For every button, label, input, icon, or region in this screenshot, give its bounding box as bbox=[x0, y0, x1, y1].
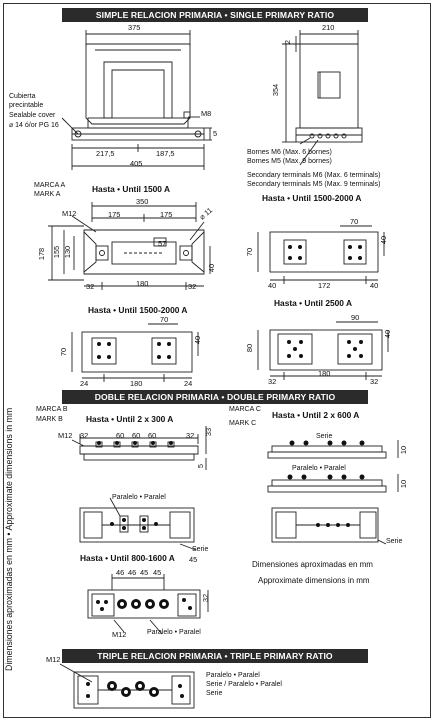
u1520r-b40b: 40 bbox=[370, 281, 379, 290]
triple-legend-3: Serie bbox=[206, 690, 223, 697]
u8016-bolt: M12 bbox=[112, 630, 127, 639]
u2x300-h33: 33 bbox=[204, 427, 214, 437]
u8016-parallel: Paralelo • Paralel bbox=[147, 629, 201, 636]
u1520r-h70: 70 bbox=[245, 247, 255, 257]
u1500-right: 175 bbox=[160, 210, 173, 219]
header-until-2x600: Hasta • Until 2 x 600 A bbox=[272, 410, 360, 420]
front-dim-bottom-right: 187,5 bbox=[156, 149, 175, 158]
u1500-b180: 180 bbox=[136, 279, 149, 288]
u2500-b180: 180 bbox=[318, 369, 331, 378]
u1520r-b40a: 40 bbox=[268, 281, 277, 290]
u2x600-h10b: 10 bbox=[399, 479, 409, 489]
side-dim-height: 354 bbox=[271, 83, 281, 97]
u1520l-h40: 40 bbox=[193, 335, 203, 345]
cover-label-4: ⌀ 14 ó/or PG 16 bbox=[9, 122, 59, 129]
triple-bolt: M12 bbox=[46, 655, 61, 664]
u8016-d45b: 45 bbox=[153, 568, 162, 577]
header-until-1500-2000-left: Hasta • Until 1500-2000 A bbox=[88, 305, 188, 315]
u2500-w90: 90 bbox=[351, 313, 360, 322]
u8016-d45-header: 45 bbox=[189, 555, 198, 564]
triple-legend-2: Serie / Paralelo • Paralel bbox=[206, 681, 282, 688]
side-dim-top: 210 bbox=[322, 23, 335, 32]
u1500-h178: 178 bbox=[37, 247, 47, 261]
u1520r-h40: 40 bbox=[379, 235, 389, 245]
u8016-d46b: 46 bbox=[128, 568, 137, 577]
u2x600-parallel: Paralelo • Paralel bbox=[292, 465, 346, 472]
cover-label-3: Sealable cover bbox=[9, 112, 56, 119]
u1500-h130: 130 bbox=[63, 245, 73, 259]
mark-a-en: MARK A bbox=[34, 191, 61, 198]
u1500-hole: ⌀ 11 bbox=[197, 205, 215, 222]
cover-label-2: precintable bbox=[9, 102, 44, 109]
u2500-b32a: 32 bbox=[268, 377, 277, 386]
u8016-d45a: 45 bbox=[140, 568, 149, 577]
header-until-1500-2000-right: Hasta • Until 1500-2000 A bbox=[262, 193, 362, 203]
u1500-d57: 57 bbox=[158, 239, 167, 248]
u2x300-bolt: M12 bbox=[58, 431, 73, 440]
side-dim-small: 2 bbox=[283, 39, 293, 45]
u1520l-w70: 70 bbox=[160, 315, 169, 324]
u8016-d46: 46 bbox=[116, 568, 125, 577]
u1520l-b24a: 24 bbox=[80, 379, 89, 388]
u2x300-series: Serie bbox=[192, 546, 209, 553]
u2500-b32b: 32 bbox=[370, 377, 379, 386]
u1520l-b180: 180 bbox=[130, 379, 143, 388]
terminal-label-2: Bornes M5 (Max. 9 bornes) bbox=[247, 158, 332, 165]
section-triple-title: TRIPLE RELACION PRIMARIA • TRIPLE PRIMARY RATIO bbox=[62, 649, 368, 663]
header-until-800-1600: Hasta • Until 800-1600 A bbox=[80, 553, 175, 563]
approx-es: Dimensiones aproximadas en mm bbox=[252, 560, 373, 569]
header-until-2x300: Hasta • Until 2 x 300 A bbox=[86, 414, 174, 424]
section-double-title: DOBLE RELACION PRIMARIA • DOUBLE PRIMARY RATIO bbox=[62, 390, 368, 404]
front-dim-bottom-left: 217,5 bbox=[96, 149, 115, 158]
u1520r-w70: 70 bbox=[350, 217, 359, 226]
u2x600-series: Serie bbox=[316, 433, 333, 440]
front-dim-top: 375 bbox=[128, 23, 141, 32]
header-until-2500: Hasta • Until 2500 A bbox=[274, 298, 353, 308]
u1520r-b172: 172 bbox=[318, 281, 331, 290]
u1500-overall: 350 bbox=[136, 197, 149, 206]
u2500-h40: 40 bbox=[383, 329, 393, 339]
terminal-label-3: Secondary terminals M6 (Max. 6 terminals) bbox=[247, 172, 381, 179]
u2x600-h10a: 10 bbox=[399, 445, 409, 455]
approx-en: Approximate dimensions in mm bbox=[258, 576, 370, 585]
cover-label-1: Cubierta bbox=[9, 93, 36, 100]
u2x300-parallel: Paralelo • Paralel bbox=[112, 494, 166, 501]
u1500-h155: 155 bbox=[52, 245, 62, 259]
mark-c-en: MARK C bbox=[229, 420, 257, 427]
u1500-b32b: 32 bbox=[188, 282, 197, 291]
terminal-label-4: Secondary terminals M5 (Max. 9 terminals) bbox=[247, 181, 381, 188]
mark-c-es: MARCA C bbox=[229, 406, 261, 413]
u8016-h32: 32 bbox=[201, 593, 211, 603]
u2x300-d32b: 32 bbox=[186, 431, 195, 440]
u1500-b32a: 32 bbox=[86, 282, 95, 291]
u1500-bolt: M12 bbox=[62, 209, 77, 218]
u1500-h40: 40 bbox=[207, 263, 217, 273]
u1520l-b24b: 24 bbox=[184, 379, 193, 388]
u2500-h80: 80 bbox=[245, 343, 255, 353]
u1520l-h70: 70 bbox=[59, 347, 69, 357]
u2x300-h5: 5 bbox=[196, 463, 206, 469]
terminal-label-1: Bornes M6 (Max. 6 bornes) bbox=[247, 149, 332, 156]
u2x600-series2: Serie bbox=[386, 538, 403, 545]
u2x300-d60b: 60 bbox=[132, 431, 141, 440]
header-until-1500: Hasta • Until 1500 A bbox=[92, 184, 171, 194]
triple-legend-1: Paralelo • Paralel bbox=[206, 672, 260, 679]
front-dim-height-small: 5 bbox=[213, 129, 218, 138]
u1500-left: 175 bbox=[108, 210, 121, 219]
u2x300-d32a: 32 bbox=[80, 431, 89, 440]
mark-b-es: MARCA B bbox=[36, 406, 68, 413]
front-dim-overall: 405 bbox=[130, 159, 143, 168]
u2x300-d60a: 60 bbox=[116, 431, 125, 440]
mark-b-en: MARK B bbox=[36, 416, 63, 423]
front-dim-bolt: M8 bbox=[201, 109, 212, 118]
section-single-title: SIMPLE RELACION PRIMARIA • SINGLE PRIMARY RATIO bbox=[62, 8, 368, 22]
side-caption: Dimensiones aproximadas en mm • Approximate dimensions in mm bbox=[4, 407, 14, 671]
mark-a-es: MARCA A bbox=[34, 182, 66, 189]
u2x300-d60c: 60 bbox=[148, 431, 157, 440]
